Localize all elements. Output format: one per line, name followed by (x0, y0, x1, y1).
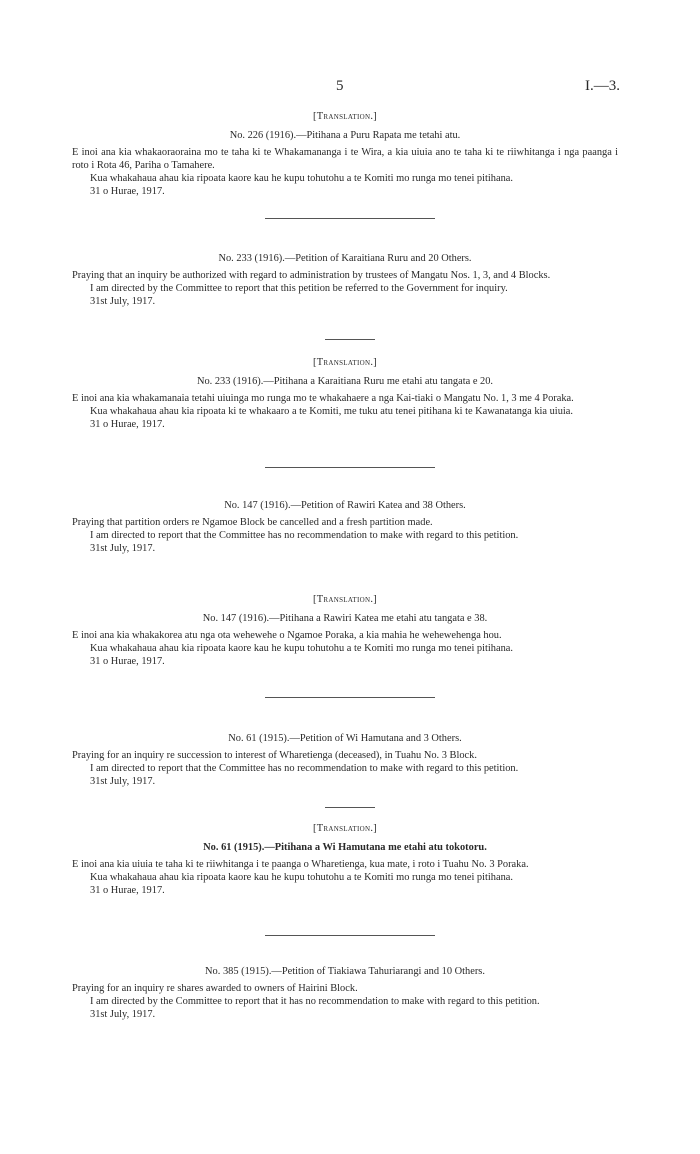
petition-prayer: E inoi ana kia whakamanaia tetahi uiuinga mo runga mo te whakahaere a nga Kai-tiaki o Mangatu No. 1, 3 me 4 Poraka. (72, 393, 574, 404)
petition-prayer: Praying that an inquiry be authorized with regard to administration by trustees of Mangatu Nos. 1, 3, and 4 Blocks. (72, 270, 551, 281)
petition-title: No. 61 (1915).—Petition of Wi Hamutana and 3 Others. (228, 733, 462, 744)
page-number: 5 (336, 78, 344, 94)
petition-title: No. 226 (1916).—Pitihana a Puru Rapata me tetahi atu. (229, 130, 461, 141)
translation-heading: [Translation.] (312, 594, 377, 605)
report-date: 31 o Hurae, 1917. (90, 885, 165, 896)
committee-report: I am directed by the Committee to report that it has no recommendation to make with regard to this petition. (90, 996, 540, 1007)
committee-report: Kua whakahaua ahau kia ripoata kaore kau he kupu tohutohu a te Komiti mo runga mo tenei pitihana. (90, 173, 513, 184)
petition-226-translation (72, 110, 618, 198)
petition-title: No. 147 (1916).—Petition of Rawiri Katea and 38 Others. (224, 500, 466, 511)
committee-report: Kua whakahaua ahau kia ripoata ki te whakaaro a te Komiti, me tuku atu tenei pitihana ki te Kawanatanga kia uiuia. (90, 406, 573, 417)
petition-title: No. 147 (1916).—Pitihana a Rawiri Katea me etahi atu tangata e 38. (202, 613, 488, 624)
report-date: 31st July, 1917. (90, 776, 156, 787)
section-divider (265, 218, 435, 219)
petition-prayer: Praying for an inquiry re shares awarded to owners of Hairini Block. (72, 983, 358, 994)
report-date: 31st July, 1917. (90, 1009, 156, 1020)
petition-prayer: E inoi ana kia whakaoraoraina mo te taha ki te Whakamananga i te Wira, a kia uiuia ano te taha ki te riiwhitanga i nga paanga i roto i Rota 46, Pariha o Tamahere. (72, 147, 618, 171)
committee-report: Kua whakahaua ahau kia ripoata kaore kau he kupu tohutohu a te Komiti mo runga mo tenei pitihana. (90, 872, 513, 883)
report-date: 31st July, 1917. (90, 543, 156, 554)
committee-report: Kua whakahaua ahau kia ripoata kaore kau he kupu tohutohu a te Komiti mo runga mo tenei pitihana. (90, 643, 513, 654)
petition-prayer: E inoi ana kia whakakorea atu nga ota wehewehe o Ngamoe Poraka, a kia mahia he wehewehenga hou. (72, 630, 502, 641)
petition-61-translation (72, 822, 618, 897)
report-date: 31st July, 1917. (90, 296, 156, 307)
petition-title: No. 61 (1915).—Pitihana a Wi Hamutana me etahi atu tokotoru. (203, 842, 487, 853)
petition-233 (72, 252, 618, 308)
translation-heading: [Translation.] (312, 111, 377, 122)
paper-number: I.—3. (585, 78, 620, 94)
page-header (0, 78, 700, 98)
short-divider (325, 339, 375, 340)
petition-prayer: Praying for an inquiry re succession to interest of Wharetienga (deceased), in Tuahu No. 3 Block. (72, 750, 477, 761)
translation-heading: [Translation.] (312, 823, 377, 834)
petition-233-translation (72, 356, 618, 431)
report-date: 31 o Hurae, 1917. (90, 656, 165, 667)
petition-385 (72, 965, 618, 1021)
committee-report: I am directed to report that the Committee has no recommendation to make with regard to this petition. (90, 530, 519, 541)
committee-report: I am directed by the Committee to report that this petition be referred to the Government for inquiry. (90, 283, 508, 294)
report-date: 31 o Hurae, 1917. (90, 186, 165, 197)
report-date: 31 o Hurae, 1917. (90, 419, 165, 430)
petition-prayer: E inoi ana kia uiuia te taha ki te riiwhitanga i te paanga o Wharetienga, kua mate, i roto i Tuahu No. 3 Poraka. (72, 859, 529, 870)
petition-prayer: Praying that partition orders re Ngamoe Block be cancelled and a fresh partition made. (72, 517, 433, 528)
petition-61 (72, 732, 618, 788)
petition-title: No. 233 (1916).—Petition of Karaitiana Ruru and 20 Others. (218, 253, 472, 264)
petition-147-translation (72, 593, 618, 668)
section-divider (265, 697, 435, 698)
petition-147 (72, 499, 618, 555)
short-divider (325, 807, 375, 808)
section-divider (265, 935, 435, 936)
committee-report: I am directed to report that the Committee has no recommendation to make with regard to this petition. (90, 763, 519, 774)
section-divider (265, 467, 435, 468)
petition-title: No. 385 (1915).—Petition of Tiakiawa Tahuriarangi and 10 Others. (205, 966, 485, 977)
petition-title: No. 233 (1916).—Pitihana a Karaitiana Ruru me etahi atu tangata e 20. (196, 376, 494, 387)
translation-heading: [Translation.] (312, 357, 377, 368)
